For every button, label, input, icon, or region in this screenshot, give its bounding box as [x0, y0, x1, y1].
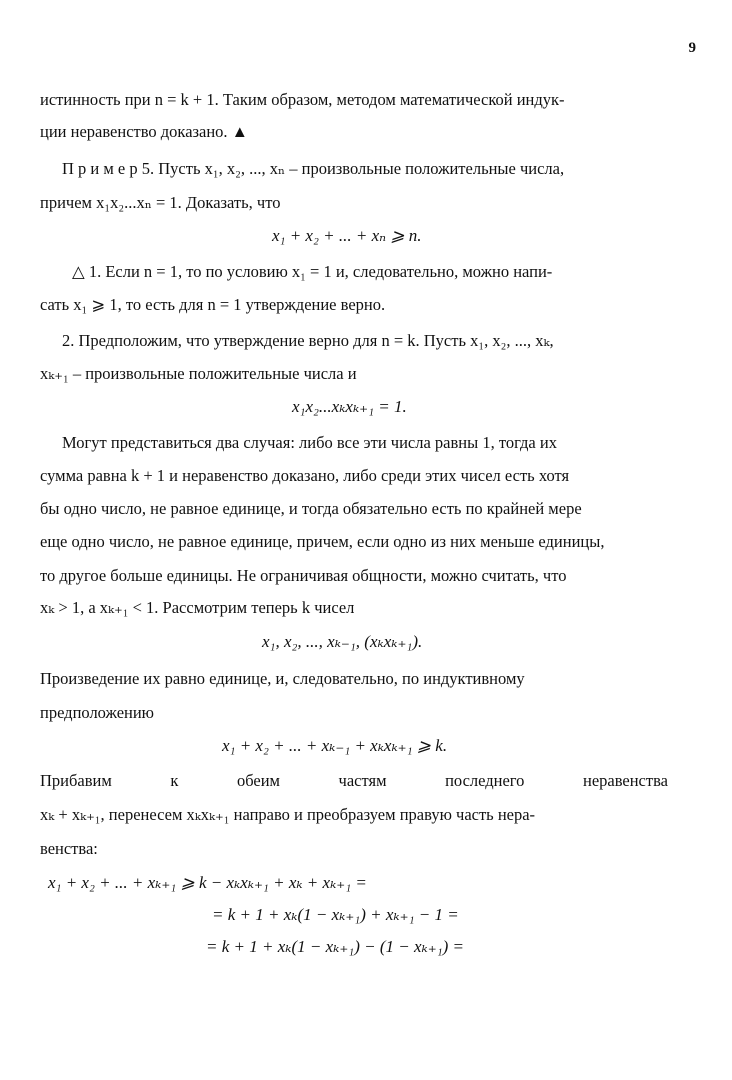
equation-7: = k + 1 + xₖ(1 − xₖ₊₁) − (1 − xₖ₊₁) = — [206, 937, 464, 956]
equation-1: x₁ + x₂ + ... + xₙ ⩾ n. — [272, 226, 422, 245]
page-number: 9 — [688, 40, 696, 56]
text-line-18: xₖ + xₖ₊₁, перенесем xₖxₖ₊₁ направо и преобразуем правую часть нера- — [40, 805, 536, 824]
text-line-19: венства: — [40, 839, 98, 858]
text-line-1: истинность при n = k + 1. Таким образом, методом математической индук- — [40, 90, 565, 109]
text-line-9: Могут представиться два случая: либо все эти числа равны 1, тогда их — [62, 433, 557, 452]
text-line-17: Прибавим к обеим частям последнего неравенства — [40, 771, 668, 790]
equation-3: x₁, x₂, ..., xₖ₋₁, (xₖxₖ₊₁). — [262, 632, 423, 651]
text-line-4: причем x₁x₂...xₙ = 1. Доказать, что — [40, 193, 281, 212]
text-line-12: еще одно число, не равное единице, причем, если одно из них меньше единицы, — [40, 532, 605, 551]
text-line-2: ции неравенство доказано. ▲ — [40, 122, 249, 141]
text-line-15: Произведение их равно единице, и, следовательно, по индуктивному — [40, 669, 525, 688]
text-line-13: то другое больше единицы. Не ограничивая общности, можно считать, что — [40, 566, 567, 585]
text-line-14: xₖ > 1, а xₖ₊₁ < 1. Рассмотрим теперь k чисел — [40, 598, 355, 617]
text-line-5: △ 1. Если n = 1, то по условию x₁ = 1 и, следовательно, можно напи- — [72, 262, 553, 281]
text-line-16: предположению — [40, 703, 155, 722]
equation-2: x₁x₂...xₖxₖ₊₁ = 1. — [292, 397, 407, 416]
equation-5: x₁ + x₂ + ... + xₖ₊₁ ⩾ k − xₖxₖ₊₁ + xₖ + xₖ₊₁ = — [48, 873, 367, 892]
equation-4: x₁ + x₂ + ... + xₖ₋₁ + xₖxₖ₊₁ ⩾ k. — [222, 736, 448, 755]
text-line-6: сать x₁ ⩾ 1, то есть для n = 1 утверждение верно. — [40, 295, 386, 314]
equation-6: = k + 1 + xₖ(1 − xₖ₊₁) + xₖ₊₁ − 1 = — [212, 905, 459, 924]
text-line-8: xₖ₊₁ – произвольные положительные числа и — [40, 364, 357, 383]
text-line-3: П р и м е р 5. Пусть x₁, x₂, ..., xₙ – произвольные положительные числа, — [62, 159, 565, 178]
text-line-7: 2. Предположим, что утверждение верно для n = k. Пусть x₁, x₂, ..., xₖ, — [62, 331, 554, 350]
text-line-10: сумма равна k + 1 и неравенство доказано, либо среди этих чисел есть хотя — [40, 466, 570, 485]
text-line-11: бы одно число, не равное единице, и тогда обязательно есть по крайней мере — [40, 499, 582, 518]
